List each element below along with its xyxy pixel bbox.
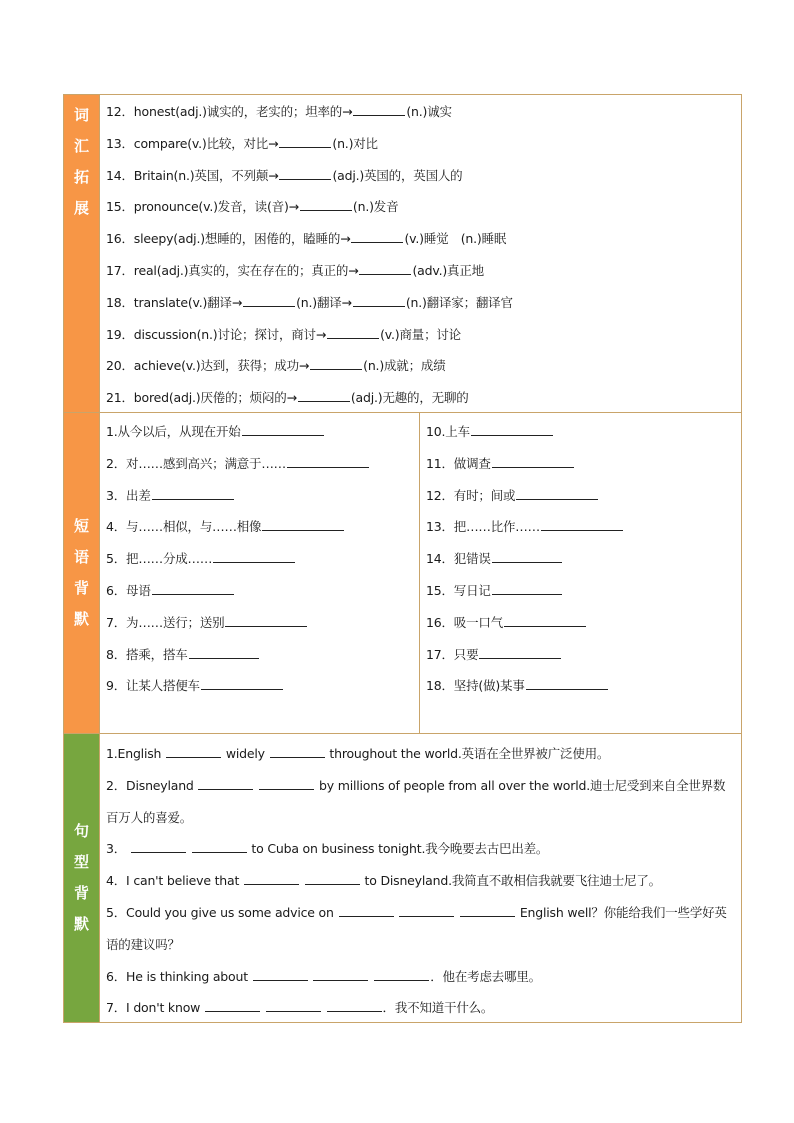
vocab-text: 21．bored(adj.)厌倦的；烦闷的→ (106, 390, 297, 406)
vocab-text: 12．honest(adj.)诚实的，老实的；坦率的→ (106, 104, 353, 119)
vocab-item (100, 191, 741, 223)
label-char: 词 (73, 106, 89, 124)
answer-blank[interactable] (131, 839, 186, 853)
sentence-text: ．他在考虑去哪里。 (430, 968, 541, 984)
sentence-item (100, 992, 735, 1024)
answer-blank[interactable] (374, 967, 429, 981)
phrase-text: 10.上车 (426, 424, 470, 439)
vocab-item (100, 128, 741, 160)
label-char: 拓 (73, 168, 89, 186)
phrase-text: 11．做调查 (426, 455, 491, 471)
sentence-text: by millions of people from all over the world.迪士尼受到来自全世界数百万人的喜爱。 (106, 777, 726, 825)
sentence-text: English well？你能给我们一些学好英语的建议吗？ (106, 904, 727, 952)
sentence-item (100, 865, 735, 897)
label-char: 型 (73, 853, 89, 871)
vocab-text: 13．compare(v.)比较，对比→ (106, 135, 279, 151)
answer-blank[interactable] (205, 998, 260, 1012)
phrase-label (64, 413, 100, 733)
answer-blank[interactable] (270, 744, 325, 758)
vocab-item (100, 160, 741, 192)
vocab-item (100, 319, 741, 351)
phrase-text: 7．为……送行；送别 (106, 614, 225, 630)
answer-blank[interactable] (310, 356, 362, 370)
vocab-text: (n.)翻译→ (296, 294, 352, 310)
vocab-item (100, 223, 741, 255)
vocab-text: (n.)对比 (332, 135, 378, 151)
vocab-item (100, 96, 741, 128)
answer-blank[interactable] (253, 967, 308, 981)
answer-blank[interactable] (305, 871, 360, 885)
phrase-column-left (100, 413, 420, 733)
phrase-text: 12．有时；间或 (426, 487, 516, 503)
sentence-item (100, 738, 735, 770)
vocab-text: (adv.)真正地 (412, 262, 484, 278)
answer-blank[interactable] (313, 967, 368, 981)
answer-blank[interactable] (266, 998, 321, 1012)
label-char: 背 (73, 884, 89, 902)
vocab-item (100, 255, 741, 287)
answer-blank[interactable] (526, 676, 608, 690)
sentence-text: ．我不知道干什么。 (382, 1000, 494, 1016)
answer-blank[interactable] (399, 903, 454, 917)
answer-blank[interactable] (279, 166, 331, 180)
phrase-item (420, 448, 741, 480)
phrase-item (420, 639, 741, 671)
sentence-label (64, 734, 100, 1022)
sentence-text: widely (225, 746, 265, 761)
phrase-text: 13．把……比作…… (426, 519, 540, 535)
sentence-list (100, 734, 741, 1022)
sentence-text: 1.English (106, 746, 162, 761)
answer-blank[interactable] (262, 517, 344, 531)
sentence-item (100, 961, 735, 993)
sentence-text: 5．Could you give us some advice on (106, 904, 334, 920)
worksheet-table (63, 94, 742, 1023)
phrase-item (420, 416, 741, 448)
phrase-text: 14．犯错误 (426, 551, 491, 567)
answer-blank[interactable] (243, 293, 295, 307)
answer-blank[interactable] (327, 998, 382, 1012)
vocab-section (64, 95, 741, 413)
sentence-text: 7．I don't know (106, 1000, 201, 1016)
phrase-text: 2．对……感到高兴；满意于…… (106, 455, 286, 471)
phrase-text: 17．只要 (426, 646, 479, 662)
answer-blank[interactable] (492, 454, 574, 468)
phrase-item (100, 639, 419, 671)
phrase-item (420, 575, 741, 607)
vocab-text: 17．real(adj.)真实的，实在存在的；真正的→ (106, 262, 359, 278)
answer-blank[interactable] (479, 645, 561, 659)
vocab-text: (n.)翻译家；翻译官 (405, 294, 513, 310)
answer-blank[interactable] (300, 197, 352, 211)
answer-blank[interactable] (192, 839, 247, 853)
answer-blank[interactable] (259, 776, 314, 790)
answer-blank[interactable] (504, 613, 586, 627)
answer-blank[interactable] (327, 325, 379, 339)
phrase-item (100, 416, 419, 448)
vocab-text: 18．translate(v.)翻译→ (106, 294, 243, 310)
answer-blank[interactable] (492, 549, 562, 563)
vocab-item (100, 287, 741, 319)
vocab-text: 19．discussion(n.)讨论；探讨，商讨→ (106, 326, 327, 342)
sentence-item (100, 833, 735, 865)
phrase-text: 18．坚持(做)某事 (426, 678, 525, 694)
phrase-columns (100, 413, 741, 733)
vocab-item (100, 382, 741, 414)
sentence-text: 3． (106, 841, 127, 857)
vocab-list (100, 95, 741, 412)
vocab-text: 15．pronounce(v.)发音，读(音)→ (106, 199, 299, 215)
label-char: 语 (73, 548, 89, 566)
answer-blank[interactable] (152, 486, 234, 500)
phrase-item (100, 607, 419, 639)
phrase-item (420, 670, 741, 702)
sentence-section (64, 734, 741, 1022)
phrase-item (420, 607, 741, 639)
phrase-text: 16．吸一口气 (426, 614, 504, 630)
phrase-section (64, 413, 741, 734)
answer-blank[interactable] (166, 744, 221, 758)
answer-blank[interactable] (198, 776, 253, 790)
vocab-text: (v.)睡觉 (n.)睡眠 (404, 231, 507, 247)
phrase-item (100, 670, 419, 702)
phrase-item (100, 448, 419, 480)
answer-blank[interactable] (353, 102, 405, 116)
sentence-text: to Cuba on business tonight.我今晚要去古巴出差。 (251, 841, 549, 857)
sentence-text: 4．I can't believe that (106, 873, 240, 889)
vocab-text: 20．achieve(v.)达到，获得；成功→ (106, 358, 310, 374)
phrase-text: 5．把……分成…… (106, 551, 213, 567)
sentence-text: 6．He is thinking about (106, 968, 248, 984)
answer-blank[interactable] (471, 422, 553, 436)
answer-blank[interactable] (213, 549, 295, 563)
vocab-text: (adj.)无趣的，无聊的 (350, 390, 469, 406)
phrase-item (420, 480, 741, 512)
phrase-text: 8．搭乘，搭车 (106, 646, 188, 662)
phrase-text: 6．母语 (106, 582, 151, 598)
answer-blank[interactable] (460, 903, 515, 917)
phrase-text: 9．让某人搭便车 (106, 678, 200, 694)
answer-blank[interactable] (351, 229, 403, 243)
label-char: 默 (73, 610, 89, 628)
answer-blank[interactable] (359, 261, 411, 275)
phrase-text: 15．写日记 (426, 582, 491, 598)
vocab-label (64, 95, 100, 412)
phrase-text: 1.从今以后，从现在开始 (106, 424, 241, 439)
label-char: 汇 (73, 137, 89, 155)
answer-blank[interactable] (201, 676, 283, 690)
vocab-text: (n.)成就；成绩 (363, 358, 446, 374)
phrase-item (420, 543, 741, 575)
phrase-text: 3．出差 (106, 487, 151, 503)
phrase-item (100, 575, 419, 607)
answer-blank[interactable] (189, 645, 259, 659)
label-char: 短 (73, 517, 89, 535)
vocab-text: (v.)商量；讨论 (380, 326, 461, 342)
label-char: 展 (73, 199, 89, 217)
answer-blank[interactable] (244, 871, 299, 885)
vocab-text: (n.)发音 (352, 199, 399, 215)
sentence-text: throughout the world.英语在全世界被广泛使用。 (329, 746, 610, 761)
vocab-text: (n.)诚实 (406, 104, 452, 119)
label-char: 句 (73, 822, 89, 840)
answer-blank[interactable] (152, 581, 234, 595)
answer-blank[interactable] (339, 903, 394, 917)
label-char: 背 (73, 579, 89, 597)
sentence-item (100, 770, 735, 834)
answer-blank[interactable] (353, 293, 405, 307)
vocab-text: (adj.)英国的，英国人的 (332, 167, 463, 183)
phrase-item (420, 511, 741, 543)
sentence-item (100, 897, 735, 961)
answer-blank[interactable] (541, 517, 623, 531)
phrase-text: 4．与……相似，与……相像 (106, 519, 262, 535)
answer-blank[interactable] (298, 388, 350, 402)
label-char: 默 (73, 915, 89, 933)
phrase-item (100, 543, 419, 575)
answer-blank[interactable] (516, 486, 598, 500)
sentence-text: to Disneyland.我简直不敢相信我就要飞往迪士尼了。 (364, 873, 661, 889)
answer-blank[interactable] (492, 581, 562, 595)
answer-blank[interactable] (225, 613, 307, 627)
answer-blank[interactable] (279, 134, 331, 148)
phrase-column-right (420, 413, 741, 733)
sentence-text: 2．Disneyland (106, 777, 194, 793)
answer-blank[interactable] (242, 422, 324, 436)
phrase-item (100, 511, 419, 543)
vocab-text: 16．sleepy(adj.)想睡的，困倦的，瞌睡的→ (106, 231, 351, 247)
vocab-item (100, 350, 741, 382)
answer-blank[interactable] (287, 454, 369, 468)
phrase-item (100, 480, 419, 512)
vocab-text: 14．Britain(n.)英国，不列颠→ (106, 167, 279, 183)
